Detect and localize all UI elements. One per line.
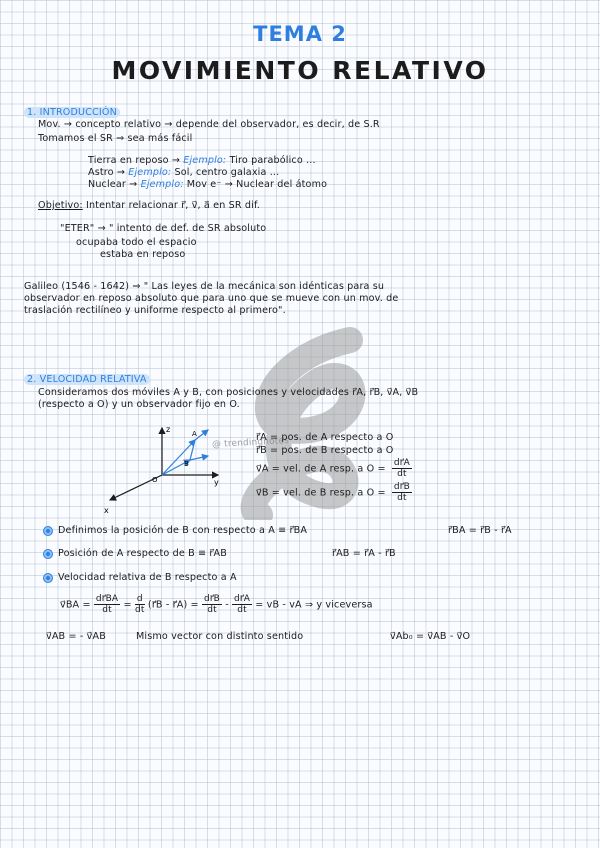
galileo-line-2: observador en reposo absoluto que para uno que se mueve con un mov. de [24, 293, 399, 304]
page-title: MOVIMIENTO RELATIVO [111, 56, 489, 85]
example-line-3: Nuclear → Ejemplo: Mov e⁻ → Nuclear del átomo [88, 179, 328, 190]
def-va: v⃗A = vel. de A resp. a O = $\frac{dr⃗A}{dt}$ [256, 458, 410, 479]
final-left: v⃗AB = - v⃗AB [46, 631, 106, 642]
bullet-3-text: Velocidad relativa de B respecto a A [58, 572, 237, 583]
objective-line: Objetivo: Intentar relacionar r⃗, v⃗, a⃗ en SR dif. [38, 200, 260, 211]
axes-diagram [100, 420, 240, 515]
eter-sub-1: ocupaba todo el espacio [76, 237, 197, 248]
final-mid: Mismo vector con distinto sentido [136, 631, 304, 642]
label-x: x [104, 506, 109, 515]
section2-intro-2: (respecto a O) y un observador fijo en O. [38, 399, 240, 410]
eter-sub-2: estaba en reposo [100, 249, 186, 260]
vector-vb [190, 456, 208, 460]
watermark-text: @ trendingnotes [211, 435, 290, 451]
bullet-icon [43, 573, 53, 583]
intro-line-2: Tomamos el SR ⇒ sea más fácil [38, 133, 193, 144]
example-line-2: Astro → Ejemplo: Sol, centro galaxia ... [88, 167, 280, 178]
def-vb: v⃗B = vel. de B resp. a O = $\frac{dr⃗B}{dt}$ [256, 482, 410, 503]
label-a: A [192, 430, 197, 438]
bullet-icon [43, 526, 53, 536]
frac-dra-dt: $\frac{dr⃗A}{dt}$ [393, 458, 410, 479]
intro-line-1: Mov. → concepto relativo → depende del observador, es decir, de S.R [38, 119, 380, 130]
def-ra: r⃗A = pos. de A respecto a O [256, 432, 394, 443]
label-b: B [184, 460, 189, 468]
example-line-1: Tierra en reposo → Ejemplo: Tiro parabólico ... [88, 155, 316, 166]
section1-heading: 1. INTRODUCCIÓN [24, 107, 120, 119]
bullet-1-text: Definimos la posición de B con respecto a A ≡ r⃗BA [58, 525, 308, 536]
section2-intro-1: Consideramos dos móviles A y B, con posiciones y velocidades r⃗A, r⃗B, v⃗A, v⃗B [38, 387, 419, 398]
label-y: y [214, 478, 219, 487]
final-right: v⃗Ab₀ = v⃗AB - v⃗O [390, 631, 471, 642]
galileo-line-1: Galileo (1546 - 1642) ⇒ " Las leyes de la mecánica son idénticas para su [24, 281, 385, 292]
bullet-2-text: Posición de A respecto de B ≡ r⃗AB [58, 548, 227, 559]
frac-drb-dt: $\frac{dr⃗B}{dt}$ [393, 482, 410, 503]
section2-heading: 2. VELOCIDAD RELATIVA [24, 374, 150, 386]
label-z: z [166, 425, 171, 434]
def-rb: r⃗B = pos. de B respecto a O [256, 445, 394, 456]
galileo-line-3: traslación rectilíneo y uniforme respecto al primero". [24, 305, 286, 316]
eter-line: "ETER" → " intento de def. de SR absoluto [60, 223, 267, 234]
vector-va [195, 430, 208, 440]
label-o: O [152, 476, 158, 484]
bullet-icon [43, 549, 53, 559]
bullet-1-eq: r⃗BA = r⃗B - r⃗A [448, 525, 512, 536]
velocity-equation: v⃗BA = $\frac{dr⃗BA}{dt}$ = $\frac{d}{dt}$ (r⃗B - r⃗A) = $\frac{dr⃗B}{dt}$ - $\frac{dr⃗A}{dt}$ = vB - vA ⇒ y viceversa [60, 594, 373, 615]
bullet-2-eq: r⃗AB = r⃗A - r⃗B [332, 548, 396, 559]
tema-label: TEMA 2 [253, 22, 347, 46]
